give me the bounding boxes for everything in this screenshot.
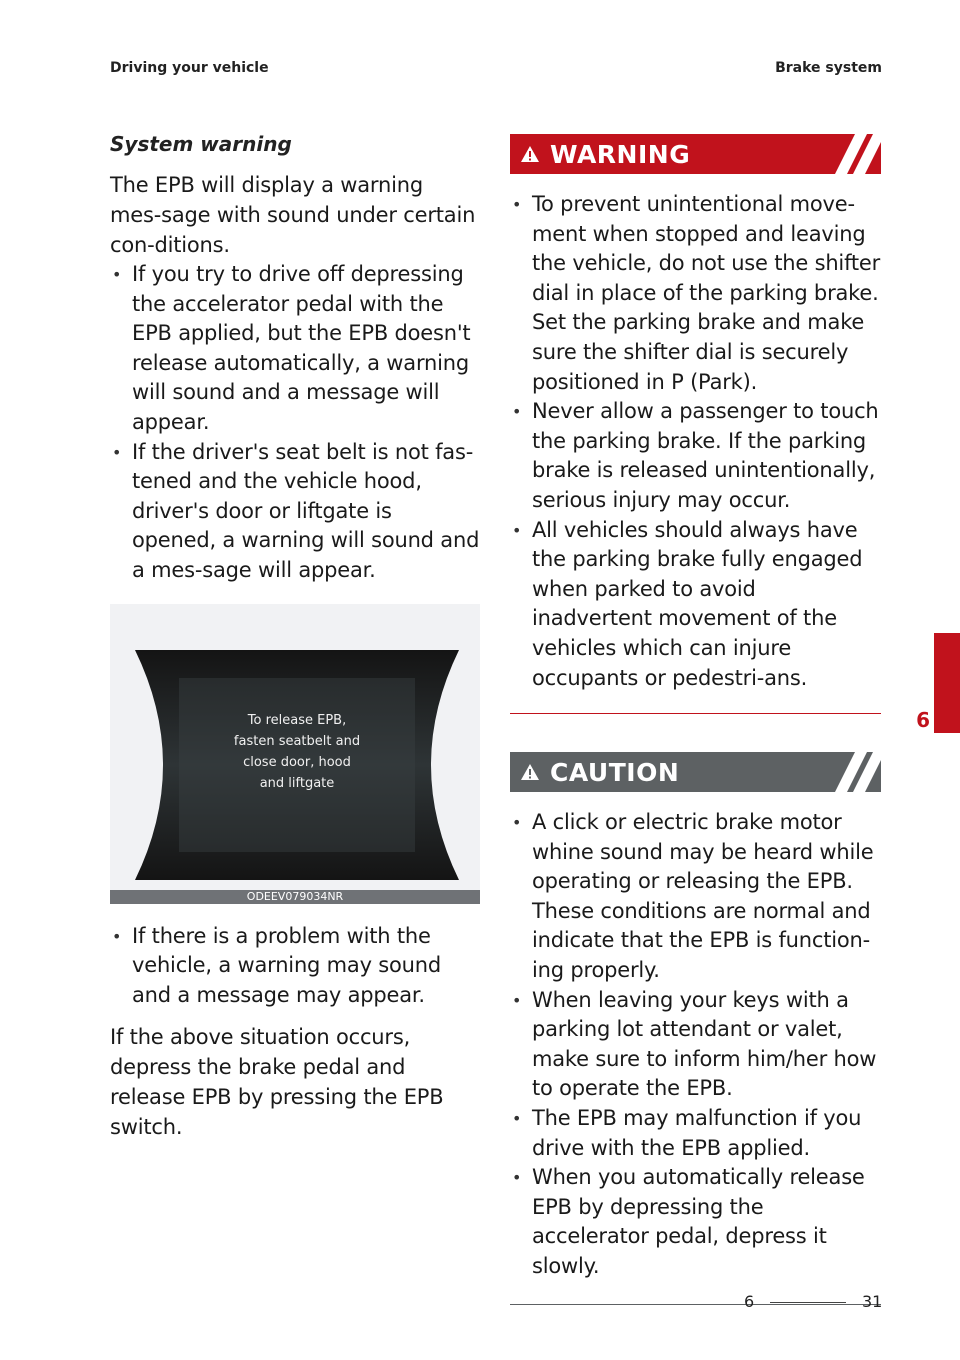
cluster-screen [135,650,459,880]
warning-label: WARNING [550,140,691,169]
caution-divider [510,1304,881,1305]
intro-paragraph: The EPB will display a warning mes-sage with sound under certain con-ditions. [110,173,476,257]
warning-banner [510,134,881,174]
left-column [110,132,480,1142]
right-column [510,134,881,1305]
problem-list [110,922,480,1011]
figure-code: ODEEV079034NR [110,890,480,904]
list-item: • When you automatically release EPB by depressing the accelerator pedal, depress it slowly. [510,1163,881,1281]
message-line: fasten seatbelt and [233,733,361,749]
warning-triangle-icon [520,144,540,164]
message-line: To release EPB, [247,712,347,728]
list-item: • If there is a problem with the vehicle, a warning may sound and a message may appear. [110,922,480,1011]
running-header-right: Brake system [775,60,882,76]
cluster-message [135,710,459,794]
list-item: • All vehicles should always have the parking brake fully engaged when parked to avoid inadvertent movement of the vehicles which can injure occupants or pedestri-ans. [510,516,881,694]
caution-list [510,808,881,1282]
outro-paragraph: If the above situation occurs, depress the brake pedal and release EPB by pressing the EPB switch. [110,1025,444,1140]
chapter-side-tab [934,633,960,733]
message-line: close door, hood [243,754,351,770]
running-header-left: Driving your vehicle [110,60,269,76]
cluster-display-figure [110,604,480,904]
list-item: • When leaving your keys with a parking lot attendant or valet, make sure to inform him/her how to operate the EPB. [510,986,881,1104]
list-item: • To prevent unintentional move-ment when stopped and leaving the vehicle, do not use the shifter dial in place of the parking brake. Set the parking brake and make sure the shifter dial is securely positioned in P (Park). [510,190,881,397]
list-item: • If you try to drive off depressing the accelerator pedal with the EPB applied, but the EPB doesn't release automatically, a warning will sound and a message will appear. [110,260,480,438]
footer-rule [770,1302,846,1303]
warning-list [510,190,881,693]
list-item: • The EPB may malfunction if you drive with the EPB applied. [510,1104,881,1163]
footer-chapter-number: 6 [744,1292,755,1311]
chapter-side-number: 6 [916,708,930,732]
caution-triangle-icon [520,762,540,782]
list-item: • Never allow a passenger to touch the parking brake. If the parking brake is released unintentionally, serious injury may occur. [510,397,881,515]
caution-label: CAUTION [550,758,680,788]
list-item: • If the driver's seat belt is not fas-tened and the vehicle hood, driver's door or liftgate is opened, a warning will sound and a mes-sage will appear. [110,438,480,586]
section-title: System warning [110,132,292,156]
warning-divider [510,713,881,714]
message-line: and liftgate [259,775,335,791]
caution-banner [510,752,881,792]
list-item: • A click or electric brake motor whine sound may be heard while operating or releasing the EPB. These conditions are normal and indicate that the EPB is function-ing properly. [510,808,881,986]
warning-conditions-list [110,260,480,586]
banner-stripes-icon [821,134,881,174]
banner-stripes-icon [821,752,881,792]
footer-page-number: 31 [862,1292,883,1311]
